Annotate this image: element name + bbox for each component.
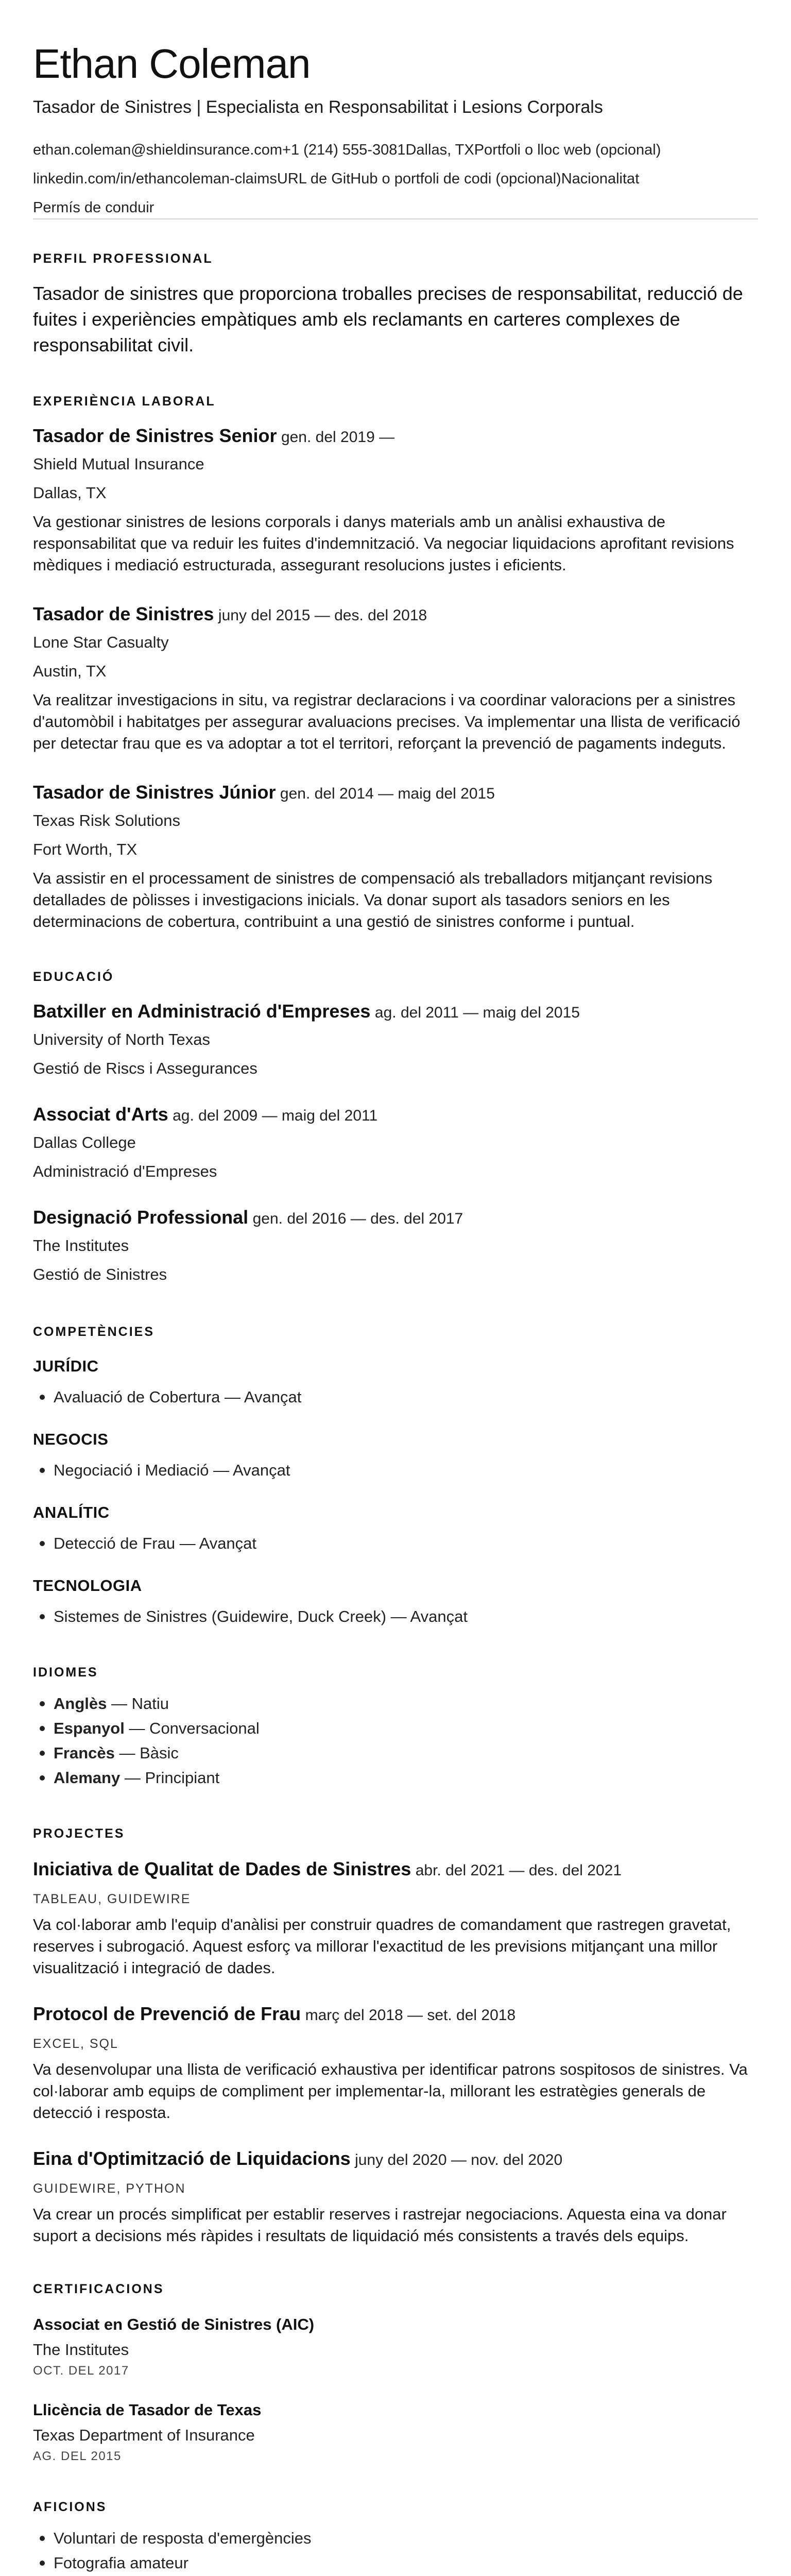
project-entry	[33, 2147, 758, 2247]
degree-title: Associat d'Arts	[33, 1104, 168, 1125]
summary-text: Tasador de sinistres que proporciona troballes precises de responsabilitat, reducció de fuites i experiències empàtiques amb els reclamants en carteres complexes de responsabilitat civil.	[33, 283, 743, 355]
contact-license: Permís de conduir	[33, 199, 154, 216]
language-name: Alemany	[54, 1769, 121, 1787]
projects-section	[33, 1826, 758, 2247]
school-name: Dallas College	[33, 1133, 136, 1151]
candidate-name: Ethan Coleman	[33, 41, 311, 87]
education-entry	[33, 1103, 758, 1183]
project-tech: TABLEAU, GUIDEWIRE	[33, 1892, 191, 1906]
certifications-section	[33, 2282, 758, 2464]
hobby-item: Fotografia amateur	[33, 2551, 758, 2575]
job-entry	[33, 781, 758, 933]
job-dates: gen. del 2019 —	[281, 429, 395, 446]
skill-list	[33, 1604, 758, 1629]
language-name: Espanyol	[54, 1719, 125, 1737]
school-name: University of North Texas	[33, 1030, 210, 1048]
contact-row-1	[33, 140, 758, 160]
project-entry	[33, 1858, 758, 1979]
job-dates: gen. del 2014 — maig del 2015	[280, 785, 495, 802]
degree-field: Administració d'Empreses	[33, 1162, 217, 1180]
certification-name: Llicència de Tasador de Texas	[33, 2401, 262, 2419]
job-title: Tasador de Sinistres	[33, 603, 214, 624]
job-dates: juny del 2015 — des. del 2018	[218, 607, 427, 624]
language-item	[33, 1766, 758, 1790]
job-title: Tasador de Sinistres Júnior	[33, 782, 276, 803]
headline: Tasador de Sinistres | Especialista en Responsabilitat i Lesions Corporals	[33, 97, 603, 117]
language-name: Anglès	[54, 1694, 107, 1713]
skill-item: Detecció de Frau — Avançat	[33, 1531, 758, 1556]
skill-category: TECNOLOGIA	[33, 1577, 142, 1595]
skill-category: NEGOCIS	[33, 1430, 109, 1448]
project-dates: març del 2018 — set. del 2018	[305, 2007, 516, 2024]
education-section	[33, 970, 758, 1286]
skill-item: Sistemes de Sinistres (Guidewire, Duck Creek) — Avançat	[33, 1604, 758, 1629]
skill-item: Avaluació de Cobertura — Avançat	[33, 1385, 758, 1410]
contact-github[interactable]: URL de GitHub o portfoli de codi (opcional)	[277, 171, 561, 187]
language-item	[33, 1716, 758, 1741]
contact-row-2	[33, 169, 758, 189]
education-entry	[33, 1206, 758, 1286]
experience-section	[33, 394, 758, 933]
job-description: Va gestionar sinistres de lesions corporals i danys materials amb un anàlisi exhaustiva de responsabilitat que va reduir les fuites d'indemnització. Va negociar liquidacions aprofitant revisions mèdiques i mediació estructurada, assegurant resolucions justes i eficients.	[33, 513, 734, 574]
project-tech: EXCEL, SQL	[33, 2037, 118, 2051]
job-location: Dallas, TX	[33, 484, 107, 502]
contact-website[interactable]: Portfoli o lloc web (opcional)	[474, 142, 661, 158]
hobby-item: Voluntari de resposta d'emergències	[33, 2526, 758, 2551]
language-name: Francès	[54, 1744, 115, 1762]
language-list	[33, 1691, 758, 1790]
language-level: — Bàsic	[114, 1744, 179, 1762]
contact-linkedin[interactable]: linkedin.com/in/ethancoleman-claims	[33, 171, 277, 187]
project-name: Eina d'Optimització de Liquidacions	[33, 2148, 351, 2169]
skill-category: JURÍDIC	[33, 1357, 99, 1375]
project-name: Protocol de Prevenció de Frau	[33, 2003, 301, 2024]
degree-dates: gen. del 2016 — des. del 2017	[252, 1210, 463, 1227]
project-dates: abr. del 2021 — des. del 2021	[415, 1862, 622, 1879]
resume-header	[33, 0, 758, 219]
hobbies-section	[33, 2500, 758, 2576]
project-name: Iniciativa de Qualitat de Dades de Sinistres	[33, 1858, 411, 1879]
project-description: Va crear un procés simplificat per establir reserves i rastrejar negociacions. Aquesta eina va donar suport a decisions més ràpides i resultats de liquidació més consistents a través dels equips.	[33, 2205, 727, 2245]
section-title: PERFIL PROFESSIONAL	[33, 251, 213, 266]
certification-date: AG. DEL 2015	[33, 2449, 122, 2463]
certification-issuer: Texas Department of Insurance	[33, 2426, 255, 2444]
certification-name: Associat en Gestió de Sinistres (AIC)	[33, 2315, 315, 2333]
degree-title: Batxiller en Administració d'Empreses	[33, 1001, 371, 1022]
header-divider	[33, 218, 758, 219]
language-level: — Principiant	[120, 1769, 220, 1787]
section-title: AFICIONS	[33, 2500, 107, 2514]
contact-phone[interactable]: +1 (214) 555-3081	[282, 142, 406, 158]
skill-item: Negociació i Mediació — Avançat	[33, 1458, 758, 1483]
project-dates: juny del 2020 — nov. del 2020	[355, 2151, 563, 2168]
project-entry	[33, 2003, 758, 2124]
section-title: CERTIFICACIONS	[33, 2282, 164, 2296]
job-location: Fort Worth, TX	[33, 840, 137, 858]
contact-nationality: Nacionalitat	[561, 171, 640, 187]
language-item	[33, 1741, 758, 1766]
certification-entry	[33, 2399, 758, 2464]
section-title: PROJECTES	[33, 1826, 125, 1841]
certification-issuer: The Institutes	[33, 2341, 129, 2359]
language-item	[33, 1691, 758, 1716]
job-title: Tasador de Sinistres Senior	[33, 425, 277, 446]
skill-category: ANALÍTIC	[33, 1503, 110, 1521]
contact-row-3	[33, 198, 758, 218]
language-level: — Conversacional	[124, 1719, 260, 1737]
section-title: EDUCACIÓ	[33, 970, 114, 984]
job-entry	[33, 603, 758, 754]
project-description: Va col·laborar amb l'equip d'anàlisi per construir quadres de comandament que rastregen gravetat, reserves i subrogació. Aquest esforç va millorar l'exactitud de les previsions mitjançant una millor visualització i integració de dades.	[33, 1916, 731, 1977]
degree-dates: ag. del 2011 — maig del 2015	[374, 1004, 580, 1021]
degree-title: Designació Professional	[33, 1207, 249, 1228]
section-title: IDIOMES	[33, 1665, 98, 1680]
skills-section	[33, 1325, 758, 1629]
contact-location: Dallas, TX	[405, 142, 474, 158]
job-description: Va assistir en el processament de sinistres de compensació als treballadors mitjançant revisions detallades de pòlisses i investigacions inicials. Va donar suport als tasadors seniors en les determinacions de cobertura, contribuint a una gestió de sinistres conforme i puntual.	[33, 869, 713, 930]
language-level: — Natiu	[107, 1694, 169, 1713]
degree-field: Gestió de Riscs i Assegurances	[33, 1059, 257, 1077]
summary-section	[33, 251, 758, 358]
skill-list	[33, 1531, 758, 1556]
job-location: Austin, TX	[33, 662, 107, 680]
project-tech: GUIDEWIRE, PYTHON	[33, 2181, 186, 2196]
languages-section	[33, 1665, 758, 1790]
certification-date: OCT. DEL 2017	[33, 2364, 129, 2378]
skill-list	[33, 1458, 758, 1483]
hobby-list	[33, 2526, 758, 2576]
section-title: EXPERIÈNCIA LABORAL	[33, 394, 216, 409]
job-company: Texas Risk Solutions	[33, 811, 181, 829]
certification-entry	[33, 2313, 758, 2378]
job-company: Lone Star Casualty	[33, 633, 169, 651]
education-entry	[33, 1000, 758, 1080]
degree-field: Gestió de Sinistres	[33, 1265, 167, 1283]
school-name: The Institutes	[33, 1236, 129, 1255]
job-description: Va realitzar investigacions in situ, va registrar declaracions i va coordinar valoracions per a sinistres d'automòbil i habitatges per assegurar avaluacions precises. Va implementar una llista de verificació per detectar frau que es va adoptar a tot el territori, reforçant la prevenció de pagaments indeguts.	[33, 691, 741, 752]
skill-list	[33, 1385, 758, 1410]
job-company: Shield Mutual Insurance	[33, 455, 204, 473]
contact-email[interactable]: ethan.coleman@shieldinsurance.com	[33, 142, 283, 158]
degree-dates: ag. del 2009 — maig del 2011	[173, 1107, 378, 1124]
section-title: COMPETÈNCIES	[33, 1325, 155, 1339]
project-description: Va desenvolupar una llista de verificació exhaustiva per identificar patrons sospitosos de sinistres. Va col·laborar amb equips de compliment per implementar-la, millorant les estratègies generals de detecció i resposta.	[33, 2060, 748, 2122]
job-entry	[33, 425, 758, 576]
